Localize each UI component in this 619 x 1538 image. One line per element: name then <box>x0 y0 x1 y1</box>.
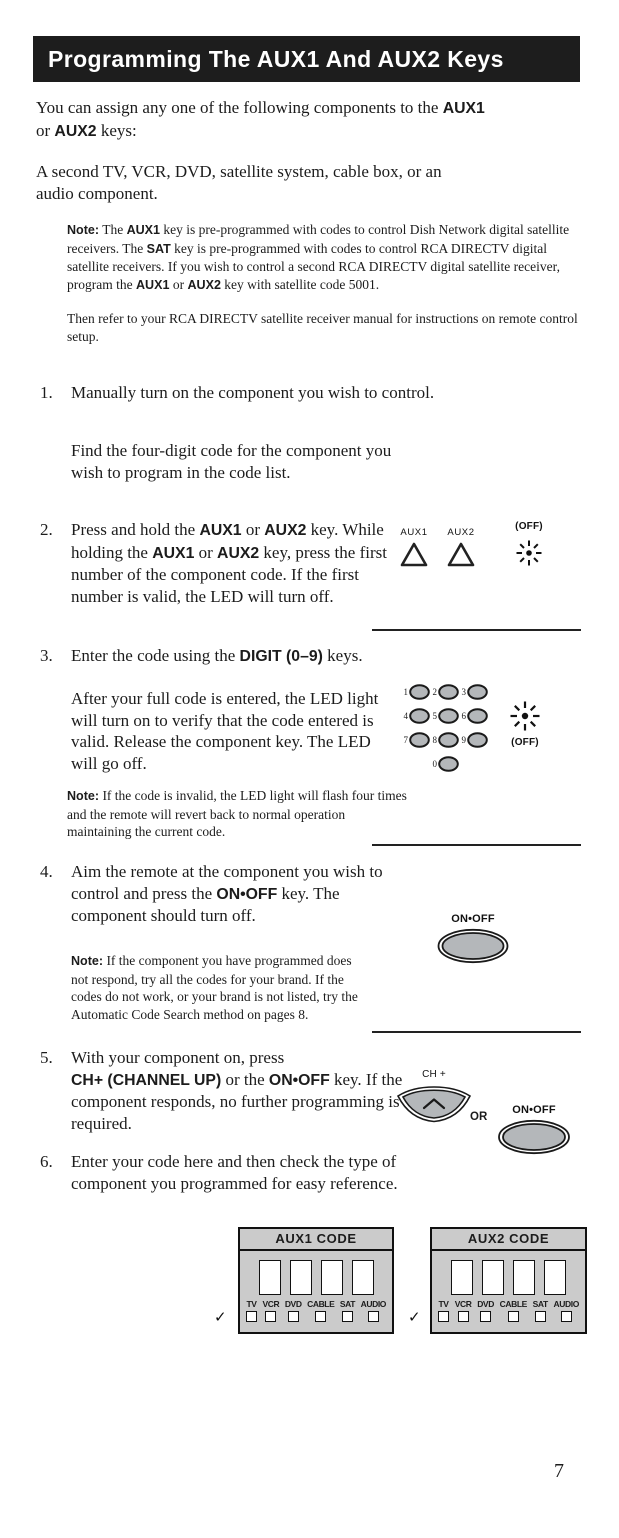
led-off-label: (OFF) <box>511 737 539 748</box>
onoff-key-icon <box>437 928 509 964</box>
component-label: SAT <box>532 1299 548 1309</box>
component-type-row <box>240 1299 392 1322</box>
separator-line <box>372 1031 581 1033</box>
component-checkbox <box>368 1311 379 1322</box>
keypad-row <box>401 708 488 724</box>
component-label: CABLE <box>499 1299 527 1309</box>
digit-key-icon <box>409 708 430 724</box>
aux1-code-title: AUX1 CODE <box>240 1229 392 1251</box>
step-4-note: Note: If the component you have programmed does not respond, try all the codes for your brand. If the codes do not work, or your brand is not listed, try the Automatic Code Search method on pages 8. <box>71 953 358 1022</box>
step-5: 5. With your component on, press CH+ (CHANNEL UP) or the ON•OFF key. If the component responds, no further programming is required. <box>40 1048 403 1133</box>
page-title: Programming The AUX1 And AUX2 Keys <box>33 36 580 82</box>
page-number: 7 <box>554 1460 564 1482</box>
component-checkbox <box>508 1311 519 1322</box>
step-1-subtext: Find the four-digit code for the component you wish to program in the code list. <box>71 441 392 482</box>
step-3: 3. Enter the code using the DIGIT (0–9) keys. <box>40 646 363 665</box>
code-digit-cell <box>259 1260 281 1295</box>
step-3-number: 3. <box>40 646 53 665</box>
code-digit-cell <box>321 1260 343 1295</box>
step-5-number: 5. <box>40 1048 53 1067</box>
digit-label: 6 <box>461 711 466 721</box>
step-4: 4. Aim the remote at the component you wish to control and press the ON•OFF key. The component should turn off. <box>40 862 383 925</box>
step-1-text: Manually turn on the component you wish to control. <box>71 383 435 402</box>
intro-paragraph: You can assign any one of the following components to the AUX1 or AUX2 keys: <box>36 98 485 140</box>
component-checkbox <box>561 1311 572 1322</box>
chplus-keyword: CH+ (CHANNEL UP) <box>71 1071 222 1089</box>
digit-key-icon <box>467 684 488 700</box>
step-6-text: Enter your code here and then check the type of component you programmed for easy reference. <box>71 1152 398 1193</box>
component-label: VCR <box>262 1299 280 1309</box>
keypad-row <box>401 732 488 748</box>
code-digit-row <box>432 1260 585 1295</box>
keypad-row <box>401 756 488 772</box>
onoff-keyword: ON•OFF <box>216 885 278 903</box>
step-6 <box>40 1151 416 1194</box>
digit-key-icon <box>438 732 459 748</box>
component-checkbox <box>480 1311 491 1322</box>
separator-line <box>372 844 581 846</box>
step-2-number: 2. <box>40 520 53 539</box>
component-label: AUDIO <box>553 1299 579 1309</box>
pre-note: Note: The AUX1 key is pre-programmed with codes to control Dish Network digital satellite receivers. The SAT key is pre-programmed with codes to control RCA DIRECTV digital satellite receivers. If you wish to control a second RCA DIRECTV digital satellite receiver, program the AUX1 or AUX2 key with satellite code 5001. <box>67 222 570 292</box>
digit-label: 4 <box>403 711 408 721</box>
onoff-keyword: ON•OFF <box>268 1071 330 1089</box>
digit-label: 9 <box>461 735 466 745</box>
components-paragraph: A second TV, VCR, DVD, satellite system, cable box, or an audio component. <box>36 162 442 203</box>
digit-key-icon <box>467 708 488 724</box>
keypad-row <box>401 684 488 700</box>
step-2: 2. Press and hold the AUX1 or AUX2 key. While holding the AUX1 or AUX2 key, press the first number of the component code. If the first number is valid, the LED will turn off. <box>40 520 387 606</box>
component-checkbox <box>315 1311 326 1322</box>
digit-label: 3 <box>461 687 466 697</box>
component-checkbox <box>265 1311 276 1322</box>
step-4-number: 4. <box>40 862 53 881</box>
digit-label: 2 <box>432 687 437 697</box>
pre-note-continued: Then refer to your RCA DIRECTV satellite receiver manual for instructions on remote control setup. <box>67 311 578 344</box>
aux1-key-label: AUX1 <box>400 527 428 538</box>
onoff-key-label: ON•OFF <box>512 1104 556 1116</box>
step-6-number: 6. <box>40 1152 53 1171</box>
component-label: DVD <box>284 1299 302 1309</box>
chplus-key-label: CH + <box>422 1069 446 1080</box>
digit-key-icon <box>409 732 430 748</box>
aux2-key-icon <box>446 540 476 568</box>
component-label: DVD <box>477 1299 494 1309</box>
component-label: VCR <box>454 1299 472 1309</box>
code-digit-cell <box>482 1260 504 1295</box>
checkmark-icon: ✓ <box>408 1310 421 1326</box>
digit-key-icon <box>467 732 488 748</box>
component-checkbox <box>458 1311 469 1322</box>
aux2-key-label: AUX2 <box>447 527 475 538</box>
digit-key-icon <box>409 684 430 700</box>
component-label: CABLE <box>307 1299 335 1309</box>
code-digit-cell <box>352 1260 374 1295</box>
component-label: SAT <box>339 1299 356 1309</box>
intro-text: You can assign any one of the following components to the <box>36 98 443 117</box>
component-label: AUDIO <box>360 1299 386 1309</box>
component-type-row <box>432 1299 585 1322</box>
step-1 <box>40 382 619 404</box>
aux1-key-icon <box>399 540 429 568</box>
checkmark-icon: ✓ <box>214 1310 227 1326</box>
aux1-code-box <box>238 1227 394 1334</box>
component-label: TV <box>246 1299 257 1309</box>
component-checkbox <box>288 1311 299 1322</box>
note-label: Note: <box>71 954 104 968</box>
digit-keypad <box>401 684 488 780</box>
component-checkbox <box>438 1311 449 1322</box>
digit-key-icon <box>438 708 459 724</box>
digit-key-icon <box>438 684 459 700</box>
aux2-code-title: AUX2 CODE <box>432 1229 585 1251</box>
component-checkbox <box>535 1311 546 1322</box>
note-label: Note: <box>67 789 100 803</box>
led-indicator-icon <box>506 697 544 735</box>
component-checkbox <box>342 1311 353 1322</box>
led-indicator-icon <box>513 537 545 569</box>
aux2-code-box <box>430 1227 587 1334</box>
aux2-keyword: AUX2 <box>54 122 97 140</box>
code-digit-cell <box>451 1260 473 1295</box>
digit-label: 8 <box>432 735 437 745</box>
component-checkbox <box>246 1311 257 1322</box>
onoff-key-icon <box>497 1119 571 1155</box>
sat-keyword: SAT <box>146 241 171 256</box>
aux1-keyword: AUX1 <box>442 100 485 117</box>
code-digit-row <box>240 1260 392 1295</box>
digit-label: 0 <box>432 759 437 769</box>
digit-label: 7 <box>403 735 408 745</box>
digit-key-icon <box>438 756 459 772</box>
chplus-key-icon <box>395 1082 473 1126</box>
step-3-subtext: After your full code is entered, the LED light will turn on to verify that the code entered is valid. Release the component key. The LED will go off. <box>71 689 379 773</box>
separator-line <box>372 629 581 631</box>
digit-label: 1 <box>403 687 408 697</box>
component-label: TV <box>438 1299 449 1309</box>
onoff-key-label: ON•OFF <box>451 913 495 925</box>
code-digit-cell <box>544 1260 566 1295</box>
code-digit-cell <box>513 1260 535 1295</box>
step-1-number: 1. <box>40 383 53 402</box>
led-off-label: (OFF) <box>515 521 543 532</box>
step-3-note: Note: If the code is invalid, the LED light will flash four times and the remote will revert back to normal operation maintaining the current code. <box>67 788 407 839</box>
or-label: OR <box>470 1111 488 1123</box>
digit-keys-keyword: DIGIT (0–9) <box>239 648 323 665</box>
code-digit-cell <box>290 1260 312 1295</box>
digit-label: 5 <box>432 711 437 721</box>
note-label: Note: <box>67 223 100 237</box>
